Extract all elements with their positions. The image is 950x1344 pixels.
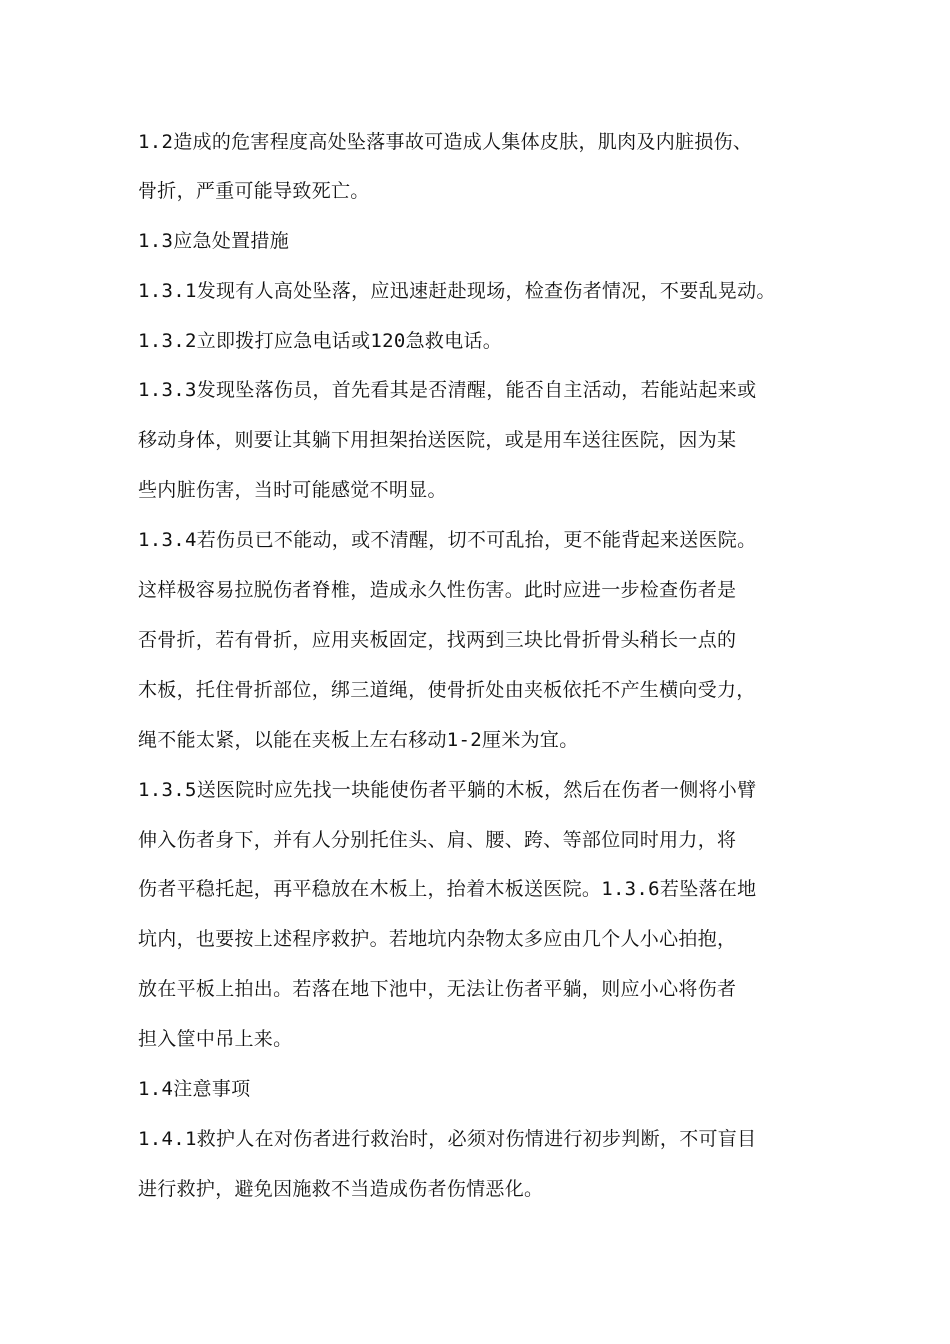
text-line: 骨折，严重可能导致死亡。: [138, 180, 370, 202]
section-heading: 1.3应急处置措施: [138, 230, 290, 252]
text-line: 否骨折，若有骨折，应用夹板固定，找两到三块比骨折骨头稍长一点的: [138, 629, 737, 651]
text-line: 伸入伤者身下，并有人分别托住头、肩、腰、跨、等部位同时用力，将: [138, 829, 737, 851]
text-line: 木板，托住骨折部位，绑三道绳，使骨折处由夹板依托不产生横向受力，: [138, 679, 756, 701]
text-line: 1.4.1救护人在对伤者进行救治时，必须对伤情进行初步判断，不可盲目: [138, 1128, 757, 1150]
text-line: 1.3.4若伤员已不能动，或不清醒，切不可乱抬，更不能背起来送医院。: [138, 529, 757, 551]
text-line: 移动身体，则要让其躺下用担架抬送医院，或是用车送往医院，因为某: [138, 429, 737, 451]
text-line: 放在平板上拍出。若落在地下池中，无法让伤者平躺，则应小心将伤者: [138, 978, 737, 1000]
text-line: 坑内，也要按上述程序救护。若地坑内杂物太多应由几个人小心拍抱，: [138, 928, 737, 950]
section-heading: 1.4注意事项: [138, 1078, 251, 1100]
text-line: 1.3.3发现坠落伤员，首先看其是否清醒，能否自主活动，若能站起来或: [138, 379, 757, 401]
text-line: 1.3.2立即拨打应急电话或120急救电话。: [138, 330, 503, 352]
text-line: 绳不能太紧，以能在夹板上左右移动1-2厘米为宜。: [138, 729, 579, 751]
text-line: 1.3.1发现有人高处坠落，应迅速赶赴现场，检查伤者情况，不要乱晃动。: [138, 280, 776, 302]
text-line: 些内脏伤害，当时可能感觉不明显。: [138, 479, 447, 501]
text-line: 1.3.5送医院时应先找一块能使伤者平躺的木板，然后在伤者一侧将小臂: [138, 779, 757, 801]
text-line: 伤者平稳托起，再平稳放在木板上，抬着木板送医院。1.3.6若坠落在地: [138, 878, 757, 900]
text-line: 担入筐中吊上来。: [138, 1028, 293, 1050]
text-line: 进行救护，避免因施救不当造成伤者伤情恶化。: [138, 1178, 544, 1200]
text-line: 这样极容易拉脱伤者脊椎，造成永久性伤害。此时应进一步检查伤者是: [138, 579, 737, 601]
text-line: 1.2造成的危害程度高处坠落事故可造成人集体皮肤，肌肉及内脏损伤、: [138, 131, 753, 153]
